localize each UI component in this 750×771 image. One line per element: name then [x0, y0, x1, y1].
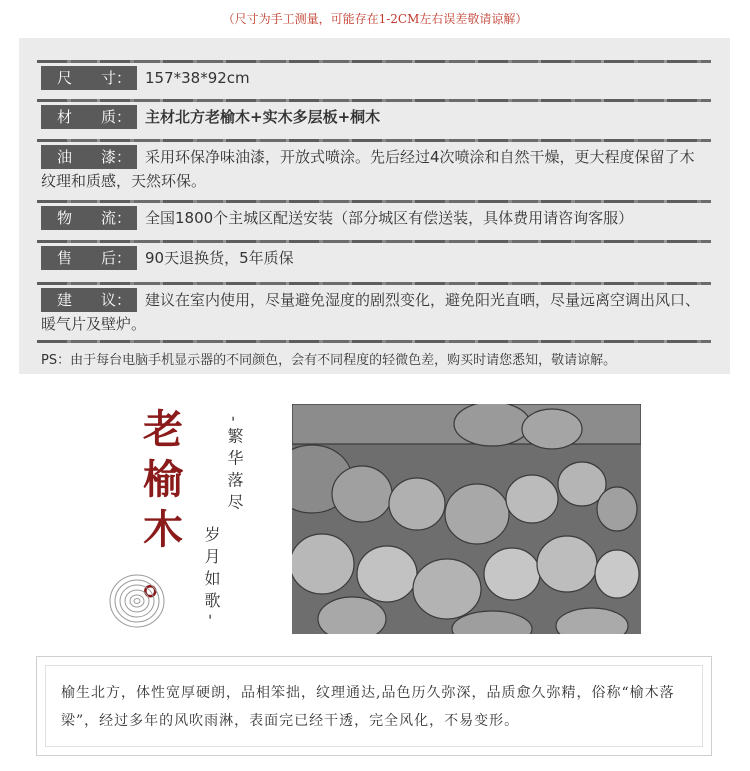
tree-ring-icon — [108, 572, 166, 630]
slogan-line-1: -繁华落尽 — [225, 416, 244, 516]
spec-value-logistics: 全国1800个主城区配送安装（部分城区有偿送装，具体费用请咨询客服） — [145, 209, 634, 227]
elm-wood-title: 老 榆 木 。 — [143, 406, 183, 603]
elm-logs-photo — [292, 404, 641, 634]
spec-value-aftersale: 90天退换货，5年质保 — [145, 249, 294, 267]
spec-value-advice: 建议在室内使用，尽量避免湿度的剧烈变化，避免阳光直晒，尽量远离空调出风口、暖气片及壁炉。 — [41, 291, 701, 333]
color-difference-note: PS：由于每台电脑手机显示器的不同颜色，会有不同程度的轻微色差，购买时请您悉知，敬请谅解。 — [41, 353, 617, 368]
spec-value-paint: 采用环保净味油漆，开放式喷涂。先后经过4次喷涂和自然干燥，更大程度保留了木纹理和质感，天然环保。 — [41, 148, 695, 190]
spec-row-material — [41, 105, 709, 129]
spec-row-logistics — [41, 206, 709, 230]
measurement-note: （尺寸为手工测量，可能存在1-2CM左右误差敬请谅解） — [222, 12, 528, 26]
description-box — [36, 656, 712, 756]
spec-label-material: 材 质： — [41, 105, 137, 129]
spec-row-aftersale — [41, 246, 709, 270]
spec-value-material: 主材北方老榆木+实木多层板+桐木 — [145, 108, 381, 126]
spec-label-advice: 建 议： — [41, 288, 137, 312]
spec-row-advice — [41, 288, 709, 336]
spec-value-size: 157*38*92cm — [145, 69, 250, 87]
spec-label-paint: 油 漆： — [41, 145, 137, 169]
spec-row-size — [41, 66, 709, 90]
spec-row-paint — [41, 145, 709, 193]
slogan-line-2: 岁月如歌- — [202, 526, 221, 626]
spec-label-size: 尺 寸： — [41, 66, 137, 90]
spec-label-aftersale: 售 后： — [41, 246, 137, 270]
spec-label-logistics: 物 流： — [41, 206, 137, 230]
spec-panel — [19, 38, 730, 374]
description-text: 榆生北方，体性宽厚硬朗，品相笨拙，纹理通达,品色历久弥深，品质愈久弥精，俗称“榆木落梁”，经过多年的风吹雨淋，表面完已经干透，完全风化，不易变形。 — [61, 685, 675, 729]
